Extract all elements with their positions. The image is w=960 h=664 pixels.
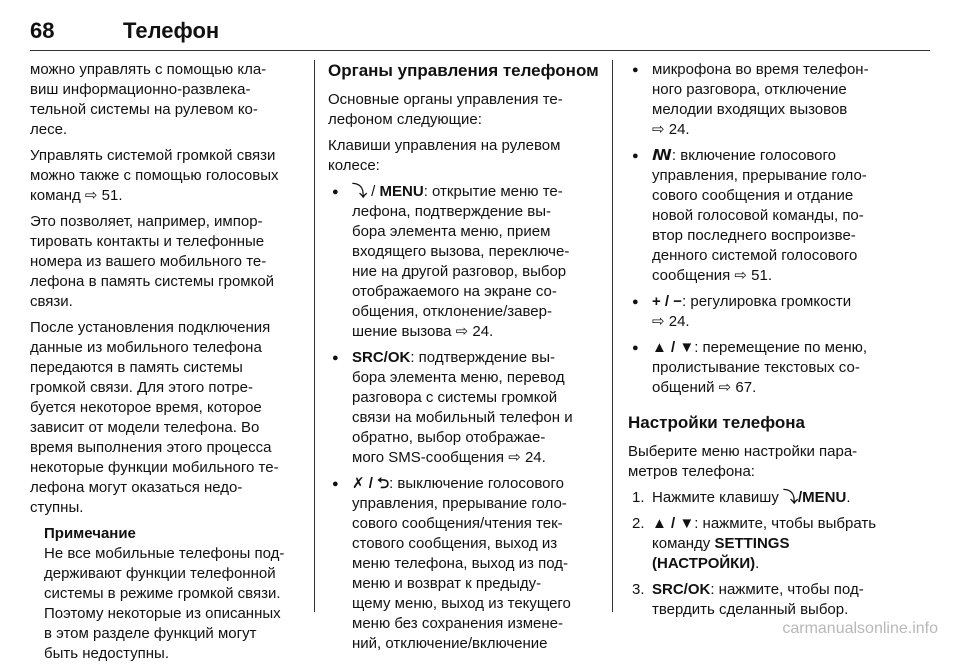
- controls-subheading: Клавиши управления на рулевом колесе:: [328, 137, 561, 174]
- header-rule: [30, 50, 930, 51]
- watermark: carmanualsonline.info: [782, 620, 938, 637]
- section-heading-settings: Настройки телефона: [628, 413, 805, 432]
- up-down-arrow-icon: ▲ / ▼: [652, 339, 695, 356]
- volume-icon: + / −: [652, 293, 683, 310]
- menu-key-icon: ⤵: [783, 489, 799, 506]
- mute-back-icon: ✗ / ⮌: [352, 475, 390, 492]
- controls-intro: Основные органы управления те- лефоном следующие:: [328, 91, 563, 128]
- column-divider-1: [314, 60, 315, 612]
- note-block: Примечание Не все мобильные телефоны под- держивают функции телефонной системы в режиме громкой связи. Поэтому некоторые из описанных в этом разделе функций могут быть недоступны.: [44, 524, 302, 664]
- step-1: 1. Нажмите клавишу ⤵/MENU.: [632, 489, 851, 506]
- list-item: ● + / −: регулировка громкости ⇨ 24.: [628, 292, 930, 332]
- step-2: 2. ▲ / ▼: нажмите, чтобы выбрать команду SETTINGS (НАСТРОЙКИ).: [632, 515, 877, 572]
- column-1: [30, 60, 302, 664]
- paragraph-1: можно управлять с помощью кла- виш информационно-развлека- тельной системы на рулевом ко- лесе.: [30, 61, 267, 138]
- page-number: 68: [30, 18, 55, 43]
- paragraph-4: После установления подключения данные из мобильного телефона передаются в память системы громкой связи. Для этого потре- буется некоторое время, которое зависит от модели телефона. Во время выполнения этого процесса некоторые функции мобильного те- лефона могут оказаться недо- ступны.: [30, 319, 279, 516]
- column-3: [628, 60, 930, 626]
- list-item: ● ✗ / ⮌: выключение голосового управления, прерывание голо- сового сообщения/чтения тек- стового сообщения, выход из меню телефона, выход из под- меню и возврат к предыду- щему меню, выход из текущего меню без сохранения измене- ний, отключение/включение: [328, 474, 590, 654]
- list-item: ● ⤵ / MENU: открытие меню те- лефона, подтверждение вы- бора элемента меню, прием входящего вызова, переключе- ние на другой разговор, выбор отображаемого на экране со- общения, отклонение/завер- шение вызова ⇨ 24.: [328, 182, 590, 342]
- page-header: [30, 18, 930, 52]
- list-item: ● SRC/OK: подтверждение вы- бора элемента меню, перевод разговора с системы громкой связи на мобильный телефон и обратно, выбор отображае- мого SMS-сообщения ⇨ 24.: [328, 348, 590, 468]
- list-item: ● ▲ / ▼: перемещение по меню, пролистывание текстовых со- общений ⇨ 67.: [628, 338, 930, 398]
- list-item: ● ꟿ: включение голосового управления, прерывание голо- сового сообщения и отдание новой голосовой команды, по- втор последнего воспроизве- денного системой голосового сообщения ⇨ 51.: [628, 146, 930, 286]
- step-3: 3. SRC/OK: нажмите, чтобы под- твердить сделанный выбор.: [632, 581, 864, 618]
- menu-key-icon: ⤵: [352, 183, 368, 200]
- paragraph-2: Управлять системой громкой связи можно также с помощью голосовых команд ⇨ 51.: [30, 147, 279, 204]
- up-down-arrow-icon: ▲ / ▼: [652, 515, 695, 532]
- note-title: Примечание: [44, 525, 136, 542]
- column-2: [328, 60, 599, 660]
- list-item-continuation: ● микрофона во время телефон- ного разговора, отключение мелодии входящих вызовов ⇨ 24.: [628, 60, 930, 140]
- column-divider-2: [612, 60, 613, 612]
- page-title: Телефон: [123, 18, 220, 43]
- section-heading-controls: Органы управления телефоном: [328, 61, 599, 80]
- paragraph-3: Это позволяет, например, импор- тировать контакты и телефонные номера из вашего мобильного те- лефона в память системы громкой связи.: [30, 213, 275, 310]
- settings-intro: Выберите меню настройки пара- метров телефона:: [628, 443, 858, 480]
- voice-control-icon: ꟿ: [652, 147, 672, 164]
